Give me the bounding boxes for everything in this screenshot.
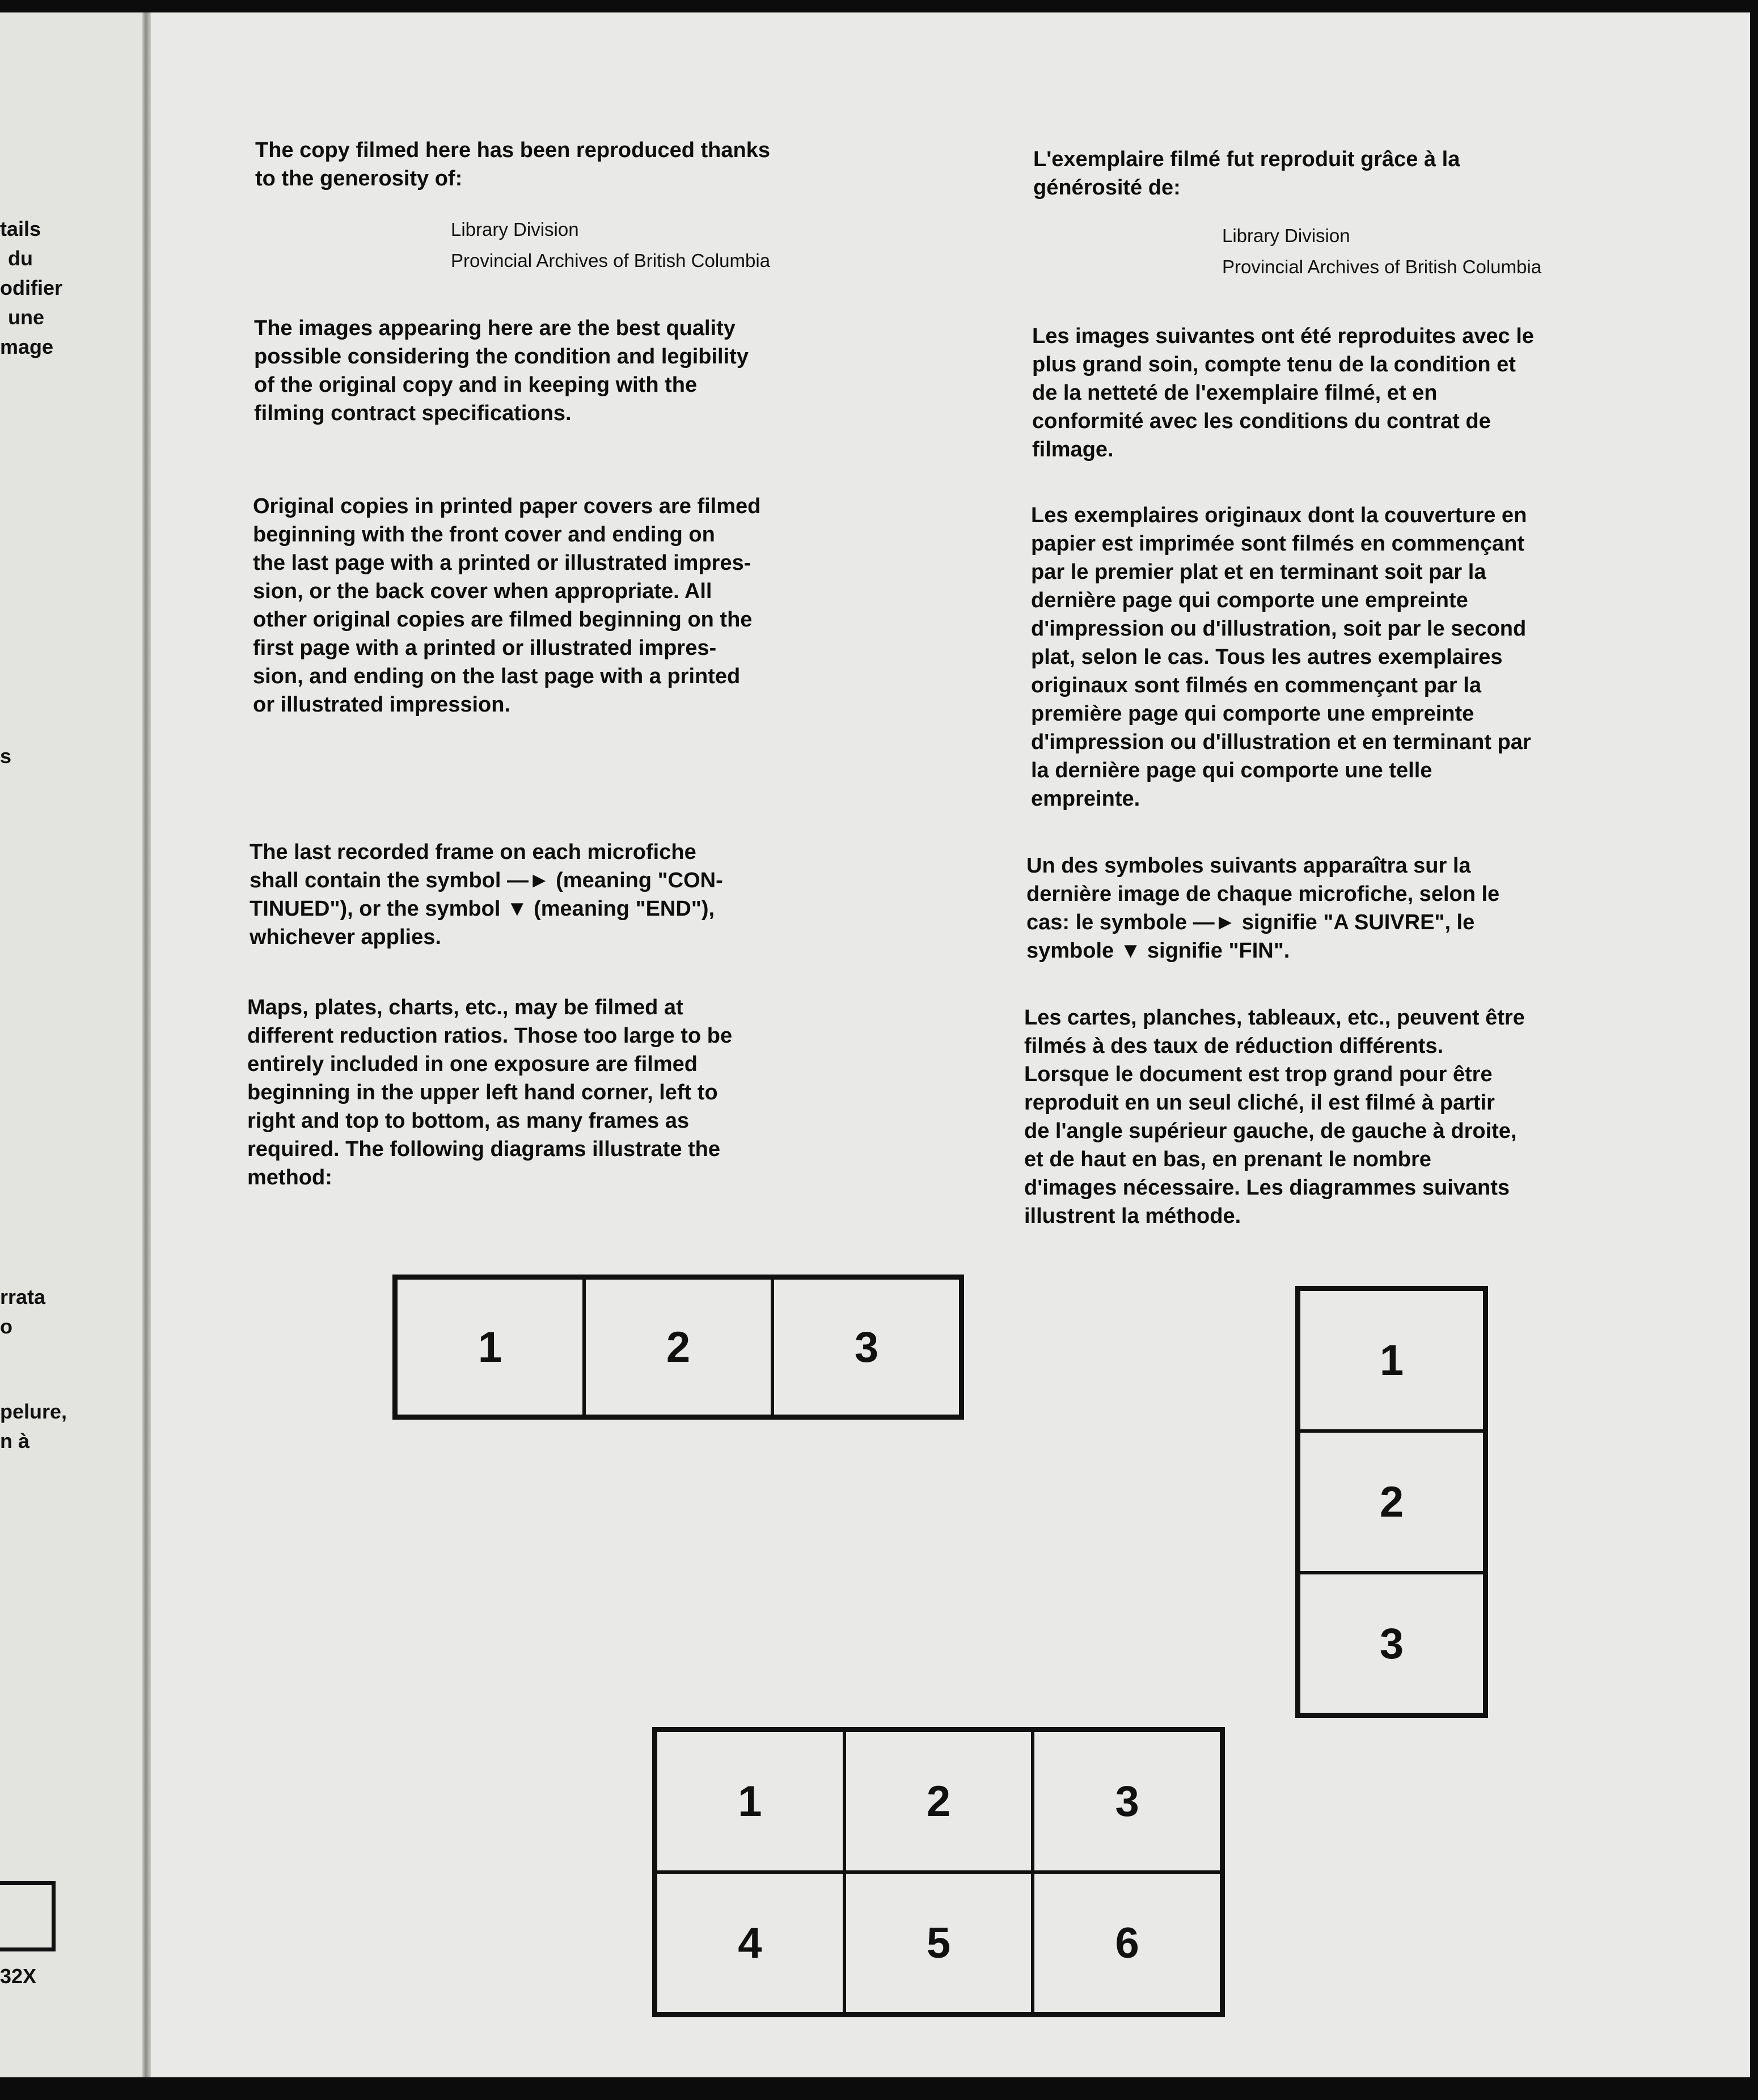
fr-acknowledgement: L'exemplaire filmé fut reproduit grâce à la générosité de:	[1033, 147, 1460, 200]
fr-maps-paragraph: Les cartes, planches, tableaux, etc., peuvent être filmés à des taux de réduction différents. Lorsque le document est trop grand pour être reproduit en un seul cliché, il est filmé à partir de l'angle supérieur gauche, de gauche à droite, et de haut en bas, en prenant le nombre d'images nécessaire. Les diagrammes suivants illustrent la méthode.	[1024, 1006, 1525, 1228]
film-border-right	[1750, 0, 1758, 2100]
horizontal-frame-diagram	[392, 1275, 964, 1420]
left-fragment: du	[8, 247, 33, 270]
frame-cell: 1	[656, 1730, 844, 1872]
page-fold	[142, 0, 151, 2077]
film-border-top	[0, 0, 1758, 12]
frame-cell: 6	[1033, 1872, 1222, 2014]
left-fragment: une	[8, 306, 45, 329]
reduction-label: 32X	[0, 1964, 37, 1988]
en-quality-paragraph: The images appearing here are the best quality possible considering the condition and legibility of the original copy and in keeping with the filming contract specifications.	[254, 316, 749, 425]
frame-cell: 2	[844, 1730, 1033, 1872]
frame-cell: 2	[584, 1278, 772, 1416]
en-covers-paragraph: Original copies in printed paper covers are filmed beginning with the front cover and ending on the last page with a printed or illustrated impres- sion, or the back cover when appropriate. All other original copies are filmed beginning on the first page with a printed or illustrated impres- sion, and ending on the last page with a printed or illustrated impression.	[253, 494, 761, 717]
left-fragment: s	[0, 744, 12, 768]
frame-cell: 3	[1033, 1730, 1222, 1872]
frame-cell: 3	[1299, 1573, 1485, 1714]
en-library-credit: Library Division Provincial Archives of British Columbia	[451, 219, 771, 271]
grid-frame-diagram	[652, 1727, 1225, 2017]
fr-covers-paragraph: Les exemplaires originaux dont la couverture en papier est imprimée sont filmés en commençant par le premier plat et en terminant soit par la dernière page qui comporte une empreinte d'impression ou d'illustration, soit par le second plat, selon le cas. Tous les autres exemplaires originaux sont filmés en commençant par la première page qui comporte une empreinte d'impression ou d'illustration et en terminant par la dernière page qui comporte une telle empreinte.	[1031, 503, 1531, 811]
frame-cell: 1	[1299, 1289, 1485, 1431]
frame-cell: 2	[1299, 1431, 1485, 1573]
left-fragment: pelure,	[0, 1400, 67, 1423]
left-fragment: rrata	[0, 1285, 46, 1309]
fr-quality-paragraph: Les images suivantes ont été reproduites avec le plus grand soin, compte tenu de la condition et de la netteté de l'exemplaire filmé, et en conformité avec les conditions du contrat de filmage.	[1032, 324, 1534, 462]
en-acknowledgement: The copy filmed here has been reproduced thanks to the generosity of:	[255, 138, 771, 190]
left-fragment: o	[0, 1315, 12, 1338]
fr-library-credit: Library Division Provincial Archives of British Columbia	[1222, 225, 1542, 277]
left-fragment: mage	[0, 335, 54, 358]
frame-cell: 3	[772, 1278, 961, 1416]
frame-cell: 5	[844, 1872, 1033, 2014]
left-fragment: n à	[0, 1429, 30, 1453]
en-maps-paragraph: Maps, plates, charts, etc., may be filmed at different reduction ratios. Those too large to be entirely included in one exposure are filmed beginning in the upper left hand corner, left to right and top to bottom, as many frames as required. The following diagrams illustrate the method:	[247, 996, 733, 1189]
vertical-frame-diagram	[1295, 1286, 1488, 1718]
frame-cell: 1	[396, 1278, 584, 1416]
left-fragment: odifier	[0, 276, 63, 299]
en-symbols-paragraph: The last recorded frame on each microfiche shall contain the symbol —► (meaning "CON- TINUED"), or the symbol ▼ (meaning "END"), whichever applies.	[250, 840, 723, 949]
film-border-bottom	[0, 2077, 1758, 2100]
left-fragment: tails	[0, 217, 41, 240]
previous-page-strip	[0, 0, 149, 2077]
reduction-box	[0, 1881, 56, 1951]
fr-symbols-paragraph: Un des symboles suivants apparaîtra sur la dernière image de chaque microfiche, selon le cas: le symbole —► signifie "A SUIVRE", le symbole ▼ signifie "FIN".	[1026, 854, 1500, 963]
frame-cell: 4	[656, 1872, 844, 2014]
